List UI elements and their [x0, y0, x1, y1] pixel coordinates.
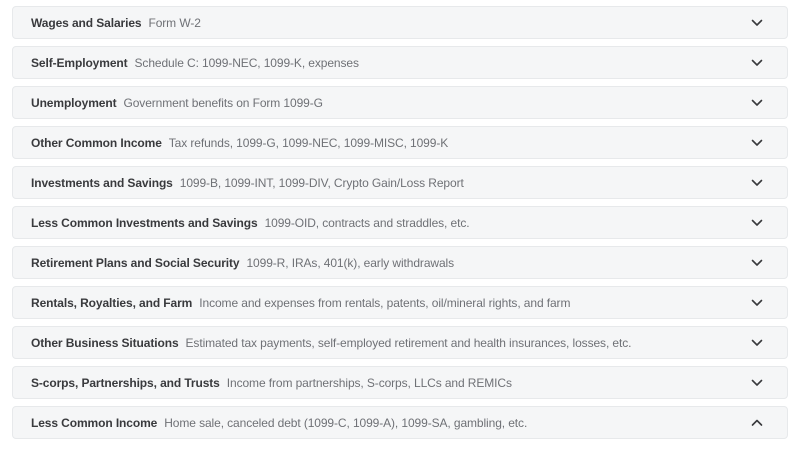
chevron-down-icon: [751, 339, 763, 347]
accordion-row-less-common-investments-and-savings[interactable]: [12, 206, 788, 239]
row-title: Retirement Plans and Social Security: [31, 255, 240, 270]
row-subtitle: Form W-2: [148, 15, 201, 30]
chevron-down-icon: [751, 379, 763, 387]
row-subtitle: Government benefits on Form 1099-G: [123, 95, 323, 110]
row-title: Self-Employment: [31, 55, 128, 70]
chevron-down-icon: [751, 139, 763, 147]
accordion-row-wages-and-salaries[interactable]: [12, 6, 788, 39]
row-subtitle: Schedule C: 1099-NEC, 1099-K, expenses: [134, 55, 359, 70]
row-subtitle: Tax refunds, 1099-G, 1099-NEC, 1099-MISC, 1099-K: [168, 135, 449, 150]
row-subtitle: 1099-B, 1099-INT, 1099-DIV, Crypto Gain/Loss Report: [179, 175, 464, 190]
accordion-row-rentals-royalties-and-farm[interactable]: [12, 286, 788, 319]
chevron-down-icon: [751, 299, 763, 307]
accordion-row-other-business-situations[interactable]: [12, 326, 788, 359]
chevron-down-icon: [751, 99, 763, 107]
row-subtitle: Estimated tax payments, self-employed retirement and health insurances, losses, etc.: [185, 335, 632, 350]
row-subtitle: Home sale, canceled debt (1099-C, 1099-A), 1099-SA, gambling, etc.: [164, 415, 528, 430]
row-subtitle: 1099-R, IRAs, 401(k), early withdrawals: [246, 255, 454, 270]
accordion-row-less-common-income[interactable]: [12, 406, 788, 439]
chevron-down-icon: [751, 19, 763, 27]
row-title: Unemployment: [31, 95, 117, 110]
row-title: S-corps, Partnerships, and Trusts: [31, 375, 220, 390]
chevron-down-icon: [751, 179, 763, 187]
accordion-row-investments-and-savings[interactable]: [12, 166, 788, 199]
chevron-down-icon: [751, 59, 763, 67]
chevron-up-icon: [751, 419, 763, 427]
row-title: Rentals, Royalties, and Farm: [31, 295, 193, 310]
chevron-down-icon: [751, 259, 763, 267]
chevron-down-icon: [751, 219, 763, 227]
accordion-row-unemployment[interactable]: [12, 86, 788, 119]
row-subtitle: Income and expenses from rentals, patents, oil/mineral rights, and farm: [199, 295, 571, 310]
row-title: Other Common Income: [31, 135, 162, 150]
row-title: Investments and Savings: [31, 175, 173, 190]
row-subtitle: Income from partnerships, S-corps, LLCs and REMICs: [226, 375, 512, 390]
row-title: Wages and Salaries: [31, 15, 142, 30]
accordion-row-self-employment[interactable]: [12, 46, 788, 79]
accordion-row-other-common-income[interactable]: [12, 126, 788, 159]
accordion-row-retirement-plans-and-social-security[interactable]: [12, 246, 788, 279]
row-title: Less Common Income: [31, 415, 158, 430]
row-subtitle: 1099-OID, contracts and straddles, etc.: [264, 215, 470, 230]
row-title: Other Business Situations: [31, 335, 179, 350]
accordion-row-s-corps-partnerships-and-trusts[interactable]: [12, 366, 788, 399]
row-title: Less Common Investments and Savings: [31, 215, 258, 230]
